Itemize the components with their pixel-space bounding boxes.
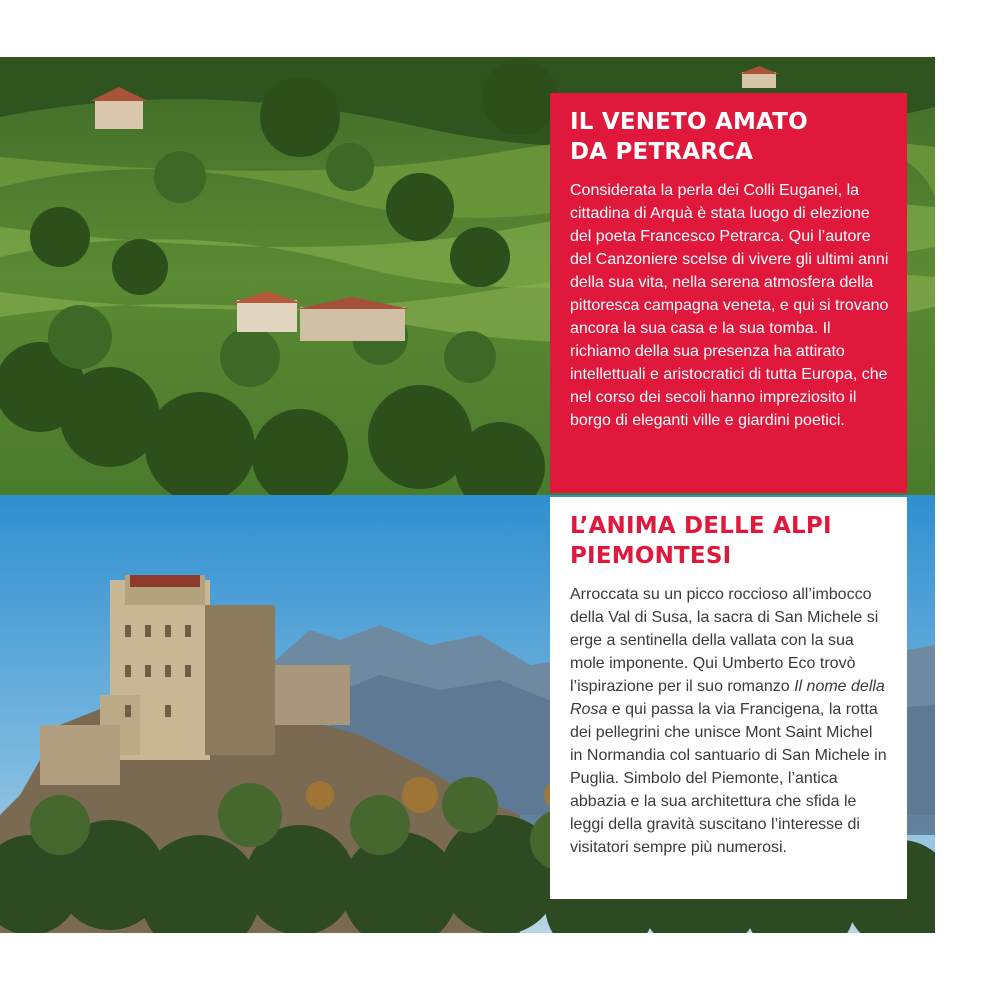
piemonte-title xyxy=(570,511,889,571)
veneto-title xyxy=(570,107,889,167)
piemonte-title-line2: PIEMONTESI xyxy=(570,543,732,569)
piemonte-body xyxy=(570,583,889,859)
piemonte-body-part1: Arroccata su un picco roccioso all’imbocco della Val di Susa, la sacra di San Michele si erge a sentinella della vallata con la sua mole imponente. Qui Umberto Eco trovò l’ispirazione per il suo romanzo xyxy=(570,586,879,695)
piemonte-book-title: Il nome della Rosa xyxy=(570,678,885,718)
piemonte-title-line1: L’ANIMA DELLE ALPI xyxy=(570,513,832,539)
veneto-body: Considerata la perla dei Colli Euganei, la cittadina di Arquà è stata luogo di elezione del poeta Francesco Petrarca. Qui l’autore del Canzoniere scelse di vivere gli ultimi anni della sua vita, nella serena atmosfera della pittoresca campagna veneta, e qui si trovano ancora la sua casa e la sua tomba. Il richiamo della sua presenza ha attirato intellettuali e aristocratici di tutta Europa, che nel corso dei secoli hanno impreziosito il borgo di eleganti ville e giardini poetici. xyxy=(570,182,889,429)
veneto-text-panel xyxy=(550,93,907,493)
veneto-title-line1: IL VENETO AMATO xyxy=(570,109,808,135)
piemonte-text-panel xyxy=(550,497,907,899)
piemonte-body-part2: e qui passa la via Francigena, la rotta dei pellegrini che unisce Mont Saint Michel in Normandia col santuario di San Michele in Puglia. Simbolo del Piemonte, l’antica abbazia e la sua architettura che sfida le leggi della gravità suscitano l’interesse di visitatori sempre più numerosi. xyxy=(570,701,887,856)
veneto-title-line2: DA PETRARCA xyxy=(570,139,754,165)
